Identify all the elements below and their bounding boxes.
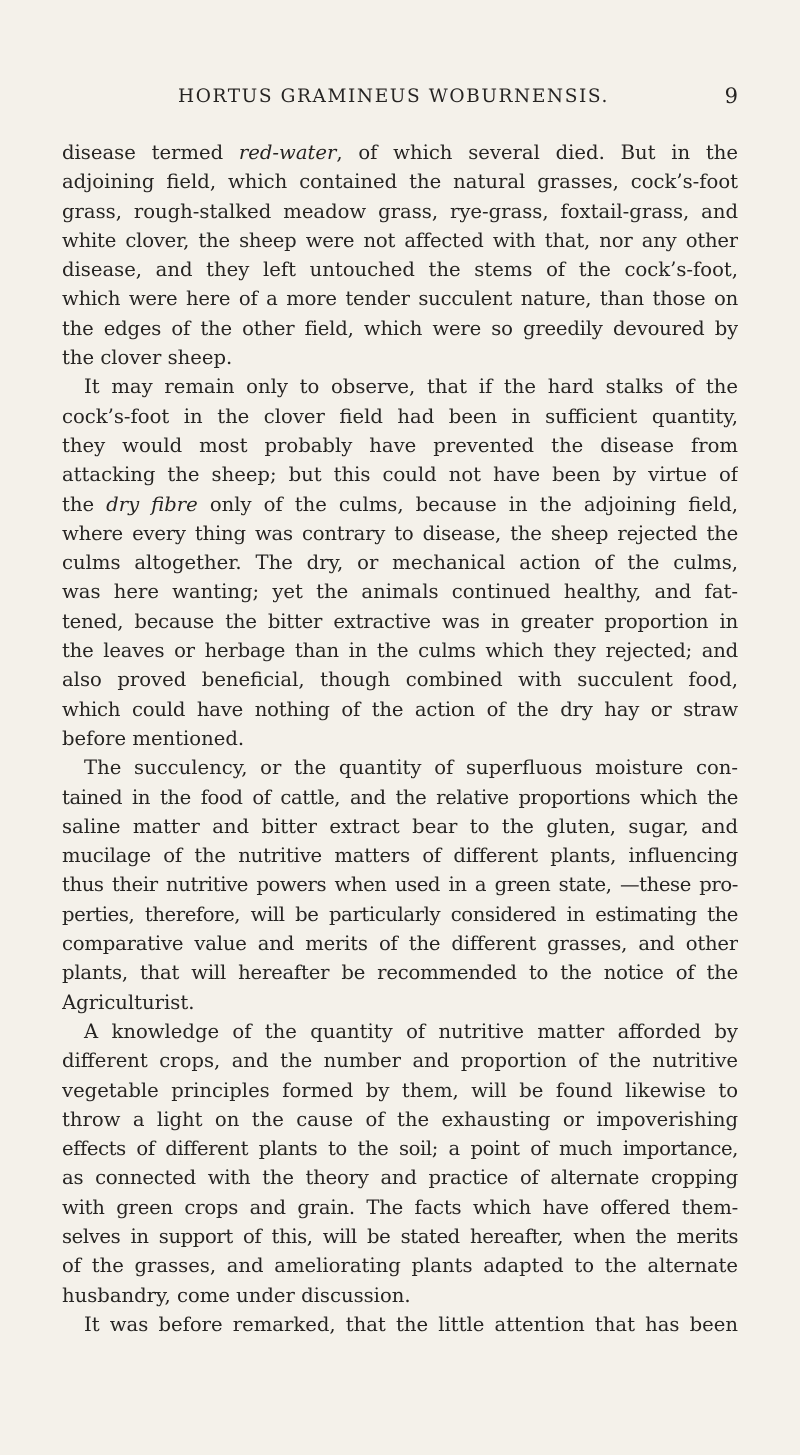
text-line: the edges of the other field, which were so greedily devoured by: [62, 316, 738, 340]
text-line: vegetable principles formed by them, will be found likewise to: [62, 1078, 738, 1102]
text-line: which were here of a more tender succulent nature, than those on: [62, 287, 738, 311]
text-line: which could have nothing of the action of the dry hay or straw: [62, 697, 738, 721]
text-line: where every thing was contrary to disease, the sheep rejected the: [62, 521, 738, 545]
text-line: throw a light on the cause of the exhausting or impoverishing: [62, 1107, 738, 1131]
text-line: of the grasses, and ameliorating plants adapted to the alternate: [62, 1254, 738, 1278]
body-text: [62, 138, 738, 1339]
paragraph-start: It was before remarked, that the little attention that has been: [84, 1312, 738, 1336]
text-line: disease, and they left untouched the stems of the cock’s-foot,: [62, 258, 738, 282]
text-line: with green crops and grain. The facts which have offered them-: [62, 1195, 738, 1219]
text-line: culms altogether. The dry, or mechanical action of the culms,: [62, 551, 738, 575]
text-line: also proved beneficial, though combined with succulent food,: [62, 668, 738, 692]
text-line: Agriculturist.: [62, 990, 195, 1014]
text-line: the dry fibre only of the culms, because in the adjoining field,: [62, 492, 738, 516]
text-line: selves in support of this, will be stated hereafter, when the merits: [62, 1224, 738, 1248]
text-line: husbandry, come under discussion.: [62, 1283, 411, 1307]
running-title: HORTUS GRAMINEUS WOBURNENSIS.: [178, 86, 609, 107]
text-line: effects of different plants to the soil; a point of much importance,: [62, 1137, 738, 1161]
text-line: cock’s-foot in the clover field had been in sufficient quantity,: [62, 404, 738, 428]
text-line: as connected with the theory and practice of alternate cropping: [62, 1166, 738, 1190]
text-line: grass, rough-stalked meadow grass, rye-grass, foxtail-grass, and: [62, 199, 738, 223]
text-line: the clover sheep.: [62, 346, 233, 370]
italic-term: dry fibre: [106, 492, 198, 516]
text-line: saline matter and bitter extract bear to the gluten, sugar, and: [62, 814, 738, 838]
page-number: 9: [724, 84, 738, 108]
paragraph-start: It may remain only to observe, that if the hard stalks of the: [84, 375, 738, 399]
text-line: before mentioned.: [62, 726, 245, 750]
italic-term: red-water: [238, 141, 337, 164]
text-line: attacking the sheep; but this could not have been by virtue of: [62, 463, 738, 487]
page-header: [62, 86, 738, 116]
paragraph-start: A knowledge of the quantity of nutritive matter afforded by: [84, 1019, 738, 1043]
text-line: white clover, the sheep were not affected with that, nor any other: [62, 228, 738, 252]
text-line: comparative value and merits of the different grasses, and other: [62, 932, 738, 956]
text-line: plants, that will hereafter be recommended to the notice of the: [62, 961, 738, 985]
text-line: different crops, and the number and proportion of the nutritive: [62, 1049, 738, 1073]
text-line: tened, because the bitter extractive was in greater proportion in: [62, 609, 738, 633]
text-line: mucilage of the nutritive matters of different plants, influencing: [62, 844, 738, 868]
paragraph-start: The succulency, or the quantity of superfluous moisture con-: [84, 756, 738, 780]
text-line: disease termed red-water, of which several died. But in the: [62, 141, 738, 164]
text-line: the leaves or herbage than in the culms which they rejected; and: [62, 639, 738, 663]
text-line: they would most probably have prevented the disease from: [62, 433, 738, 457]
text-line: adjoining field, which contained the natural grasses, cock’s-foot: [62, 170, 738, 194]
text-line: was here wanting; yet the animals continued healthy, and fat-: [62, 580, 738, 604]
text-line: perties, therefore, will be particularly considered in estimating the: [62, 902, 738, 926]
text-line: tained in the food of cattle, and the relative proportions which the: [62, 785, 738, 809]
text-line: thus their nutritive powers when used in a green state, —these pro-: [62, 873, 738, 897]
